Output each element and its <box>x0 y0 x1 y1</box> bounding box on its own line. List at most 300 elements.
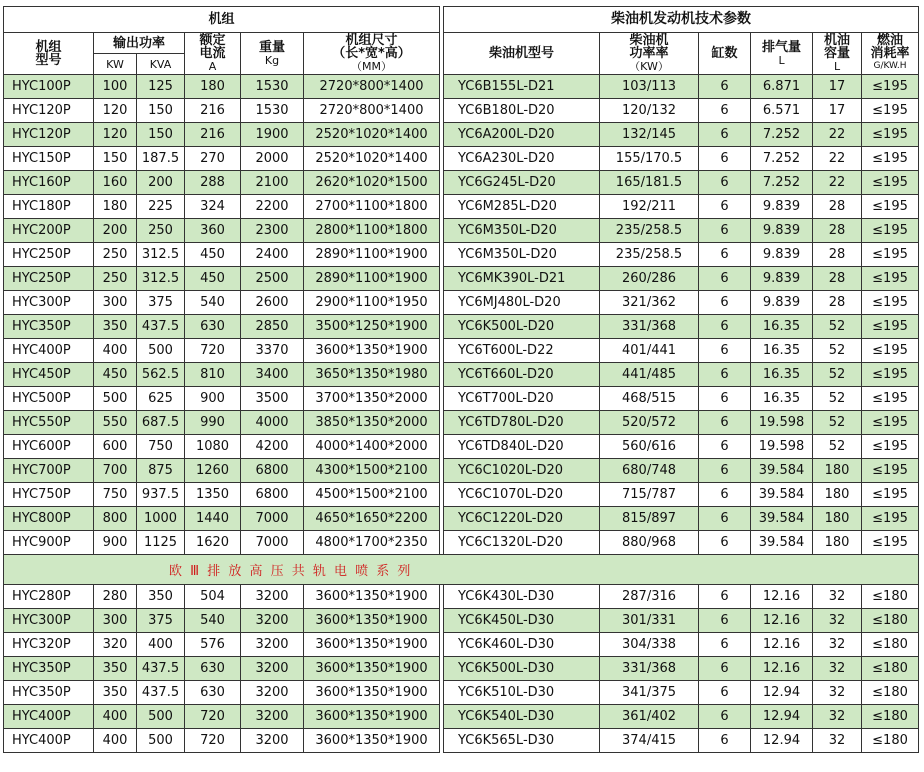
fuel-consumption-cell: ≤195 <box>862 363 919 387</box>
engine-model-cell: YC6G245L-D20 <box>444 171 600 195</box>
dimensions-cell: 4300*1500*2100 <box>304 459 440 483</box>
oil-capacity-cell: 52 <box>813 315 862 339</box>
kva-cell: 400 <box>137 633 185 657</box>
model-cell: HYC800P <box>4 507 94 531</box>
weight-cell: 2100 <box>241 171 304 195</box>
displacement-cell: 12.16 <box>751 585 813 609</box>
current-cell: 450 <box>185 243 241 267</box>
cylinders-cell: 6 <box>699 339 751 363</box>
oil-capacity-cell: 28 <box>813 219 862 243</box>
weight-cell: 3200 <box>241 585 304 609</box>
table-row <box>4 219 919 243</box>
table-row <box>4 609 919 633</box>
dimensions-cell: 3600*1350*1900 <box>304 681 440 705</box>
kw-cell: 800 <box>94 507 137 531</box>
group-header-engine: 柴油机发动机技术参数 <box>444 7 919 33</box>
cylinders-cell: 6 <box>699 609 751 633</box>
fuel-consumption-cell: ≤180 <box>862 681 919 705</box>
engine-model-cell: YC6C1220L-D20 <box>444 507 600 531</box>
weight-cell: 3500 <box>241 387 304 411</box>
engine-model-cell: YC6K430L-D30 <box>444 585 600 609</box>
cylinders-cell: 6 <box>699 291 751 315</box>
kva-cell: 437.5 <box>137 657 185 681</box>
fuel-consumption-cell: ≤195 <box>862 531 919 555</box>
kw-cell: 750 <box>94 483 137 507</box>
oil-capacity-cell: 180 <box>813 483 862 507</box>
kva-cell: 875 <box>137 459 185 483</box>
oil-capacity-cell: 32 <box>813 657 862 681</box>
displacement-cell: 12.16 <box>751 609 813 633</box>
weight-cell: 2600 <box>241 291 304 315</box>
kw-cell: 320 <box>94 633 137 657</box>
fuel-consumption-cell: ≤195 <box>862 411 919 435</box>
weight-cell: 7000 <box>241 531 304 555</box>
model-cell: HYC100P <box>4 75 94 99</box>
weight-cell: 3200 <box>241 681 304 705</box>
kw-cell: 150 <box>94 147 137 171</box>
col-kw: KW <box>94 54 137 75</box>
kw-cell: 160 <box>94 171 137 195</box>
oil-capacity-cell: 28 <box>813 267 862 291</box>
current-cell: 1440 <box>185 507 241 531</box>
col-model: 机组 型号 <box>4 33 94 75</box>
displacement-cell: 9.839 <box>751 219 813 243</box>
model-cell: HYC750P <box>4 483 94 507</box>
dimensions-cell: 2700*1100*1800 <box>304 195 440 219</box>
dimensions-cell: 3500*1250*1900 <box>304 315 440 339</box>
dimensions-cell: 4500*1500*2100 <box>304 483 440 507</box>
oil-capacity-cell: 17 <box>813 99 862 123</box>
col-oil-capacity <box>813 33 862 75</box>
kw-cell: 350 <box>94 681 137 705</box>
model-cell: HYC500P <box>4 387 94 411</box>
engine-power-cell: 260/286 <box>600 267 699 291</box>
current-cell: 1350 <box>185 483 241 507</box>
kw-cell: 120 <box>94 123 137 147</box>
engine-power-cell: 103/113 <box>600 75 699 99</box>
table-row <box>4 483 919 507</box>
fuel-consumption-cell: ≤195 <box>862 147 919 171</box>
dimensions-label: 机组尺寸 （长*宽*高） <box>332 33 411 61</box>
engine-model-cell: YC6T600L-D22 <box>444 339 600 363</box>
kw-cell: 400 <box>94 339 137 363</box>
col-fuel-consumption <box>862 33 919 75</box>
kva-cell: 150 <box>137 123 185 147</box>
engine-power-cell: 331/368 <box>600 315 699 339</box>
weight-cell: 1530 <box>241 75 304 99</box>
engine-power-label: 柴油机 功率率 <box>629 33 669 61</box>
dimensions-cell: 2720*800*1400 <box>304 99 440 123</box>
dimensions-cell: 2890*1100*1900 <box>304 243 440 267</box>
engine-model-cell: YC6M285L-D20 <box>444 195 600 219</box>
oil-capacity-cell: 32 <box>813 585 862 609</box>
model-cell: HYC600P <box>4 435 94 459</box>
model-cell: HYC120P <box>4 99 94 123</box>
kw-cell: 700 <box>94 459 137 483</box>
engine-power-cell: 680/748 <box>600 459 699 483</box>
kva-cell: 225 <box>137 195 185 219</box>
cylinders-cell: 6 <box>699 705 751 729</box>
engine-power-cell: 715/787 <box>600 483 699 507</box>
kw-cell: 350 <box>94 657 137 681</box>
weight-cell: 4200 <box>241 435 304 459</box>
oil-capacity-cell: 17 <box>813 75 862 99</box>
cylinders-cell: 6 <box>699 681 751 705</box>
model-cell: HYC350P <box>4 657 94 681</box>
kw-cell: 200 <box>94 219 137 243</box>
model-cell: HYC400P <box>4 729 94 753</box>
displacement-label: 排气量 <box>762 39 802 55</box>
cylinders-cell: 6 <box>699 267 751 291</box>
table-row <box>4 363 919 387</box>
oil-capacity-cell: 32 <box>813 609 862 633</box>
kva-cell: 125 <box>137 75 185 99</box>
cylinders-cell: 6 <box>699 123 751 147</box>
engine-model-cell: YC6K500L-D30 <box>444 657 600 681</box>
engine-model-cell: YC6K565L-D30 <box>444 729 600 753</box>
engine-power-cell: 880/968 <box>600 531 699 555</box>
engine-power-cell: 301/331 <box>600 609 699 633</box>
weight-cell: 3200 <box>241 633 304 657</box>
engine-power-cell: 304/338 <box>600 633 699 657</box>
oil-capacity-cell: 52 <box>813 339 862 363</box>
oil-capacity-unit: L <box>833 60 841 73</box>
displacement-cell: 12.94 <box>751 705 813 729</box>
spec-sheet <box>3 6 918 753</box>
weight-cell: 3200 <box>241 657 304 681</box>
table-row <box>4 195 919 219</box>
weight-unit: Kg <box>264 53 280 67</box>
engine-model-cell: YC6K540L-D30 <box>444 705 600 729</box>
cylinders-cell: 6 <box>699 99 751 123</box>
cylinders-cell: 6 <box>699 531 751 555</box>
kw-cell: 250 <box>94 267 137 291</box>
fuel-consumption-cell: ≤195 <box>862 75 919 99</box>
kw-cell: 900 <box>94 531 137 555</box>
cylinders-cell: 6 <box>699 243 751 267</box>
dimensions-cell: 3600*1350*1900 <box>304 657 440 681</box>
model-cell: HYC250P <box>4 243 94 267</box>
oil-capacity-cell: 52 <box>813 411 862 435</box>
col-rated-current <box>185 33 241 75</box>
kw-cell: 450 <box>94 363 137 387</box>
fuel-consumption-cell: ≤195 <box>862 243 919 267</box>
current-cell: 270 <box>185 147 241 171</box>
displacement-cell: 16.35 <box>751 315 813 339</box>
fuel-consumption-cell: ≤195 <box>862 99 919 123</box>
current-cell: 1080 <box>185 435 241 459</box>
fuel-consumption-cell: ≤180 <box>862 585 919 609</box>
engine-model-cell: YC6A230L-D20 <box>444 147 600 171</box>
table-row <box>4 339 919 363</box>
kw-cell: 300 <box>94 609 137 633</box>
engine-model-cell: YC6TD780L-D20 <box>444 411 600 435</box>
table-row <box>4 267 919 291</box>
kva-cell: 750 <box>137 435 185 459</box>
kva-cell: 500 <box>137 339 185 363</box>
engine-model-cell: YC6C1320L-D20 <box>444 531 600 555</box>
table-row <box>4 681 919 705</box>
current-cell: 1260 <box>185 459 241 483</box>
table-row <box>4 507 919 531</box>
cylinders-cell: 6 <box>699 171 751 195</box>
oil-capacity-cell: 32 <box>813 681 862 705</box>
displacement-cell: 39.584 <box>751 459 813 483</box>
engine-model-cell: YC6K450L-D30 <box>444 609 600 633</box>
engine-model-cell: YC6T700L-D20 <box>444 387 600 411</box>
oil-capacity-cell: 22 <box>813 123 862 147</box>
fuel-unit: G/KW.H <box>873 61 907 71</box>
engine-model-cell: YC6M350L-D20 <box>444 219 600 243</box>
engine-power-cell: 374/415 <box>600 729 699 753</box>
table-row <box>4 147 919 171</box>
kw-cell: 100 <box>94 75 137 99</box>
current-cell: 324 <box>185 195 241 219</box>
dimensions-cell: 3600*1350*1900 <box>304 609 440 633</box>
engine-power-cell: 165/181.5 <box>600 171 699 195</box>
kva-cell: 937.5 <box>137 483 185 507</box>
fuel-consumption-cell: ≤180 <box>862 705 919 729</box>
col-kva: KVA <box>137 54 185 75</box>
engine-power-cell: 132/145 <box>600 123 699 147</box>
cylinders-cell: 6 <box>699 75 751 99</box>
displacement-cell: 12.94 <box>751 681 813 705</box>
oil-capacity-cell: 28 <box>813 195 862 219</box>
oil-capacity-cell: 32 <box>813 633 862 657</box>
engine-power-unit: （KW） <box>629 60 669 73</box>
fuel-consumption-cell: ≤195 <box>862 315 919 339</box>
engine-model-cell: YC6C1070L-D20 <box>444 483 600 507</box>
model-cell: HYC300P <box>4 291 94 315</box>
displacement-cell: 7.252 <box>751 147 813 171</box>
dimensions-cell: 3600*1350*1900 <box>304 339 440 363</box>
engine-model-cell: YC6K460L-D30 <box>444 633 600 657</box>
dimensions-cell: 2520*1020*1400 <box>304 147 440 171</box>
engine-power-cell: 560/616 <box>600 435 699 459</box>
engine-model-cell: YC6B155L-D21 <box>444 75 600 99</box>
table-row <box>4 75 919 99</box>
weight-cell: 2300 <box>241 219 304 243</box>
displacement-cell: 12.16 <box>751 633 813 657</box>
dimensions-cell: 3650*1350*1980 <box>304 363 440 387</box>
weight-cell: 2000 <box>241 147 304 171</box>
oil-capacity-cell: 28 <box>813 243 862 267</box>
displacement-cell: 7.252 <box>751 171 813 195</box>
weight-cell: 2400 <box>241 243 304 267</box>
kva-cell: 250 <box>137 219 185 243</box>
generator-spec-table <box>3 6 919 753</box>
col-weight <box>241 33 304 75</box>
table-row <box>4 459 919 483</box>
cylinders-cell: 6 <box>699 483 751 507</box>
cylinders-cell: 6 <box>699 315 751 339</box>
weight-cell: 3200 <box>241 705 304 729</box>
kw-cell: 300 <box>94 291 137 315</box>
model-cell: HYC450P <box>4 363 94 387</box>
displacement-cell: 9.839 <box>751 195 813 219</box>
table-row <box>4 729 919 753</box>
displacement-cell: 9.839 <box>751 243 813 267</box>
engine-power-cell: 468/515 <box>600 387 699 411</box>
oil-capacity-cell: 52 <box>813 387 862 411</box>
fuel-consumption-cell: ≤195 <box>862 339 919 363</box>
oil-capacity-cell: 180 <box>813 459 862 483</box>
current-cell: 720 <box>185 705 241 729</box>
model-cell: HYC320P <box>4 633 94 657</box>
current-cell: 900 <box>185 387 241 411</box>
table-row <box>4 633 919 657</box>
fuel-consumption-cell: ≤195 <box>862 459 919 483</box>
cylinders-cell: 6 <box>699 657 751 681</box>
kw-cell: 280 <box>94 585 137 609</box>
rated-current-label: 额定 电流 <box>199 33 226 61</box>
engine-power-cell: 120/132 <box>600 99 699 123</box>
engine-model-cell: YC6MK390L-D21 <box>444 267 600 291</box>
weight-cell: 2500 <box>241 267 304 291</box>
engine-model-cell: YC6M350L-D20 <box>444 243 600 267</box>
table-row <box>4 171 919 195</box>
kva-cell: 187.5 <box>137 147 185 171</box>
col-engine-model: 柴油机型号 <box>444 33 600 75</box>
col-cylinders: 缸数 <box>699 33 751 75</box>
table-row <box>4 243 919 267</box>
table-row <box>4 291 919 315</box>
fuel-consumption-cell: ≤195 <box>862 507 919 531</box>
model-cell: HYC200P <box>4 219 94 243</box>
engine-model-cell: YC6T660L-D20 <box>444 363 600 387</box>
displacement-cell: 39.584 <box>751 483 813 507</box>
current-cell: 990 <box>185 411 241 435</box>
dimensions-cell: 2720*800*1400 <box>304 75 440 99</box>
engine-model-cell: YC6TD840L-D20 <box>444 435 600 459</box>
dimensions-cell: 3600*1350*1900 <box>304 729 440 753</box>
dimensions-unit: （MM） <box>351 60 392 73</box>
kw-cell: 350 <box>94 315 137 339</box>
displacement-cell: 19.598 <box>751 411 813 435</box>
kva-cell: 150 <box>137 99 185 123</box>
kw-cell: 180 <box>94 195 137 219</box>
oil-capacity-cell: 32 <box>813 705 862 729</box>
displacement-cell: 19.598 <box>751 435 813 459</box>
current-cell: 288 <box>185 171 241 195</box>
model-cell: HYC550P <box>4 411 94 435</box>
model-cell: HYC120P <box>4 123 94 147</box>
table-row <box>4 585 919 609</box>
fuel-consumption-cell: ≤180 <box>862 633 919 657</box>
engine-power-cell: 331/368 <box>600 657 699 681</box>
fuel-label: 燃油 消耗率 <box>870 33 910 61</box>
series-divider <box>4 555 919 585</box>
oil-capacity-cell: 52 <box>813 363 862 387</box>
table-row <box>4 99 919 123</box>
series-b-rows <box>4 585 919 753</box>
kva-cell: 687.5 <box>137 411 185 435</box>
cylinders-cell: 6 <box>699 219 751 243</box>
weight-cell: 4000 <box>241 411 304 435</box>
current-cell: 630 <box>185 315 241 339</box>
kva-cell: 1000 <box>137 507 185 531</box>
kw-cell: 600 <box>94 435 137 459</box>
model-cell: HYC150P <box>4 147 94 171</box>
current-cell: 450 <box>185 267 241 291</box>
engine-model-cell: YC6K510L-D30 <box>444 681 600 705</box>
oil-capacity-cell: 28 <box>813 291 862 315</box>
weight-cell: 3370 <box>241 339 304 363</box>
current-cell: 216 <box>185 123 241 147</box>
dimensions-cell: 4800*1700*2350 <box>304 531 440 555</box>
fuel-consumption-cell: ≤180 <box>862 657 919 681</box>
engine-power-cell: 341/375 <box>600 681 699 705</box>
current-cell: 720 <box>185 729 241 753</box>
current-cell: 810 <box>185 363 241 387</box>
current-cell: 180 <box>185 75 241 99</box>
fuel-consumption-cell: ≤180 <box>862 729 919 753</box>
weight-label: 重量 <box>258 39 285 55</box>
kva-cell: 312.5 <box>137 267 185 291</box>
cylinders-cell: 6 <box>699 195 751 219</box>
kw-cell: 120 <box>94 99 137 123</box>
model-cell: HYC400P <box>4 339 94 363</box>
model-cell: HYC300P <box>4 609 94 633</box>
oil-capacity-cell: 180 <box>813 507 862 531</box>
engine-model-cell: YC6K500L-D20 <box>444 315 600 339</box>
engine-power-cell: 401/441 <box>600 339 699 363</box>
current-cell: 360 <box>185 219 241 243</box>
fuel-consumption-cell: ≤195 <box>862 435 919 459</box>
series-b-title: 欧 Ⅲ 排 放 高 压 共 轨 电 喷 系 列 <box>4 555 919 585</box>
engine-power-cell: 235/258.5 <box>600 243 699 267</box>
cylinders-cell: 6 <box>699 363 751 387</box>
current-cell: 576 <box>185 633 241 657</box>
col-dimensions <box>304 33 440 75</box>
model-cell: HYC280P <box>4 585 94 609</box>
dimensions-cell: 3600*1350*1900 <box>304 633 440 657</box>
fuel-consumption-cell: ≤195 <box>862 219 919 243</box>
series-a-rows <box>4 75 919 555</box>
weight-cell: 7000 <box>241 507 304 531</box>
weight-cell: 6800 <box>241 459 304 483</box>
weight-cell: 6800 <box>241 483 304 507</box>
oil-capacity-cell: 22 <box>813 147 862 171</box>
kw-cell: 400 <box>94 729 137 753</box>
displacement-cell: 6.571 <box>751 99 813 123</box>
rated-current-unit: A <box>208 60 217 73</box>
col-output-power: 输出功率 <box>94 33 185 54</box>
engine-model-cell: YC6MJ480L-D20 <box>444 291 600 315</box>
kva-cell: 562.5 <box>137 363 185 387</box>
current-cell: 720 <box>185 339 241 363</box>
dimensions-cell: 3850*1350*2000 <box>304 411 440 435</box>
cylinders-cell: 6 <box>699 387 751 411</box>
table-header <box>4 7 919 75</box>
engine-power-cell: 321/362 <box>600 291 699 315</box>
kva-cell: 375 <box>137 291 185 315</box>
engine-power-cell: 155/170.5 <box>600 147 699 171</box>
kva-cell: 500 <box>137 729 185 753</box>
kva-cell: 375 <box>137 609 185 633</box>
current-cell: 504 <box>185 585 241 609</box>
kva-cell: 625 <box>137 387 185 411</box>
current-cell: 1620 <box>185 531 241 555</box>
dimensions-cell: 2800*1100*1800 <box>304 219 440 243</box>
weight-cell: 3200 <box>241 609 304 633</box>
fuel-consumption-cell: ≤195 <box>862 387 919 411</box>
model-cell: HYC350P <box>4 681 94 705</box>
cylinders-cell: 6 <box>699 729 751 753</box>
displacement-cell: 7.252 <box>751 123 813 147</box>
dimensions-cell: 2520*1020*1400 <box>304 123 440 147</box>
kw-cell: 550 <box>94 411 137 435</box>
